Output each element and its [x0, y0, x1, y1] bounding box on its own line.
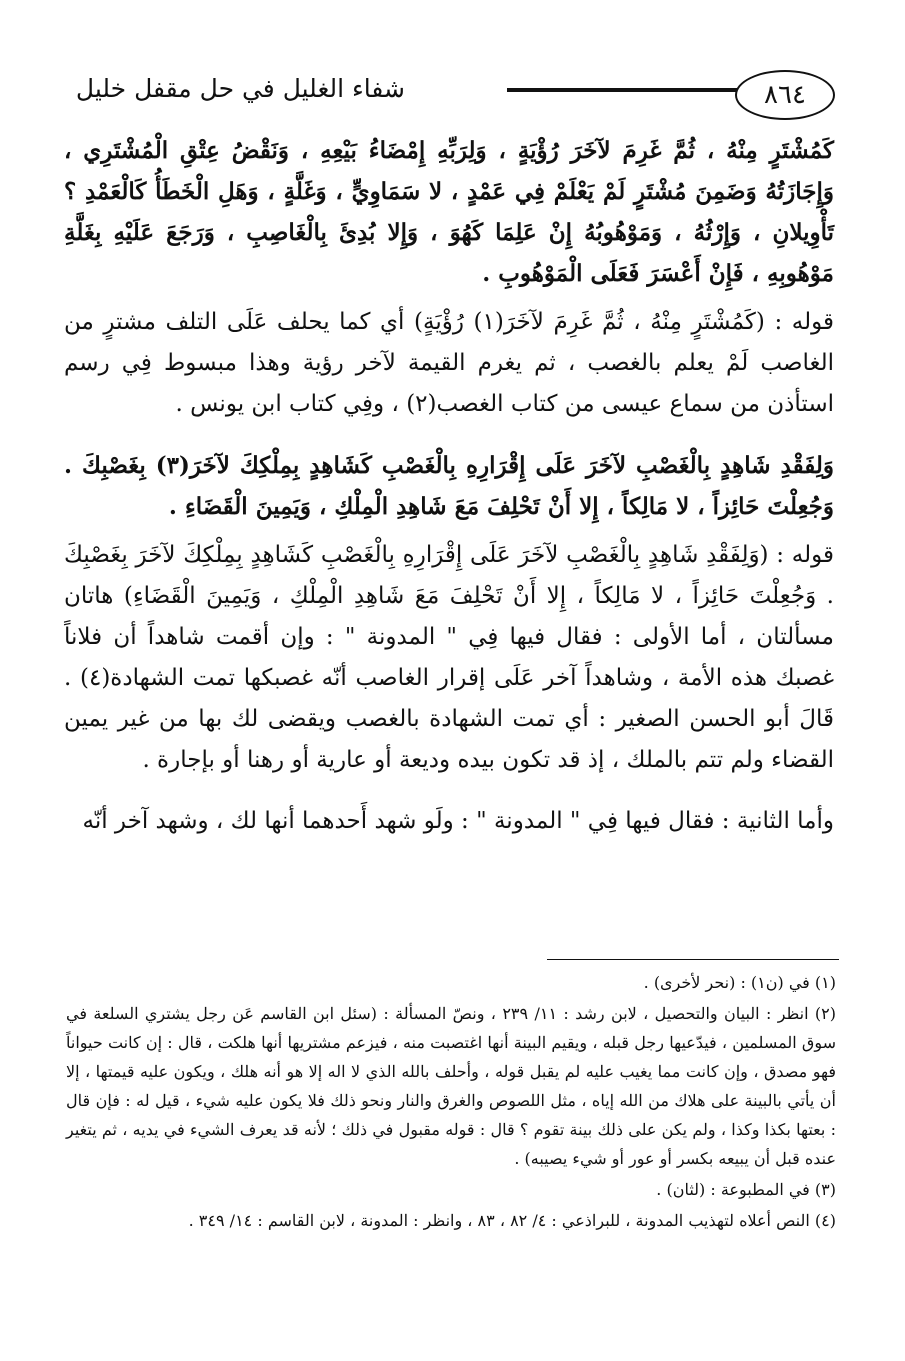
footnote-2: (٢) انظر : البيان والتحصيل ، لابن رشد : ١١/ ٢٣٩ ، ونصّ المسألة : (سئل ابن القاسم عَن رجل يشتري السلعة في سوق المسلمين ، فيدّعيها رجل قبله ، ويقيم البينة أنها اغتصبت منه ، فيزعم مشتريها أنها هلكت ، قال : إن كانت حيواناً فهو مصدق ، وإن كانت مما يغيب عليه لم يقبل قوله ، وأحلف بالله الذي لا اله إلا هو أنه هلك ، ويكون عليه قيمتها ، إلا أن يأتي بالبينة على هلاك من الله إياه ، مثل اللصوص والغرق والنار ونحو ذلك فلا يكون عليه شيء ، قيل له : فإن قال : بعتها بكذا وكذا ، ولم يكن على ذلك بينة تقوم ؟ قال : قوله مقبول في ذلك ؛ لأنه قد يعرف الشيء في يديه ، ثم يتغير عنده قبل أن يبيعه بكسر أو عور أو شيء يصيبه) .: [66, 1004, 837, 1168]
footnote-4: (٤) النص أعلاه لتهذيب المدونة ، للبراذعي : ٤/ ٨٢ ، ٨٣ ، وانظر : المدونة ، لابن القاسم : ١٤/ ٣٤٩ .: [188, 1211, 836, 1230]
page-number: ٨٦٤: [735, 70, 835, 120]
footnote-1: (١) في (ن١) : (نحر لأخرى) .: [643, 973, 836, 992]
running-title: شفاء الغليل في حل مقفل خليل: [75, 74, 405, 103]
footnote-separator: [547, 959, 839, 960]
sharh-paragraph-1: قوله : (كَمُشْتَرٍ مِنْهُ ، ثُمَّ غَرِمَ لآخَرَ(١) رُؤْيَةٍ) أي كما يحلف عَلَى التلف مشترٍ من الغاصب لَمْ يعلم بالغصب ، ثم يغرم القيمة لآخر رؤية وهذا مبسوط فِي رسم استأذن من سماع عيسى من كتاب الغصب(٢) ، وفِي كتاب ابن يونس .: [64, 309, 834, 417]
matn-paragraph-2: وَلِفَقْدِ شَاهِدٍ بِالْغَصْبِ لآخَرَ عَلَى إِقْرَارِهِ بِالْغَصْبِ كَشَاهِدٍ بِمِلْكِكَ لآخَرَ(٣) بِغَصْبِكَ . وَجُعِلْتَ حَائِزاً ، لا مَالِكاً ، إِلا أَنْ تَحْلِفَ مَعَ شَاهِدِ الْمِلْكِ ، وَيَمِينَ الْقَضَاءِ .: [64, 452, 834, 520]
sharh-paragraph-3: وأما الثانية : فقال فيها فِي " المدونة " : ولَو شهد أَحدهما أنها لك ، وشهد آخر أنّه: [82, 808, 834, 834]
page-header: [60, 68, 835, 126]
sharh-paragraph-2: قوله : (وَلِفَقْدِ شَاهِدٍ بِالْغَصْبِ لآخَرَ عَلَى إِقْرَارِهِ بِالْغَصْبِ كَشَاهِدٍ بِمِلْكِكَ لآخَرَ بِغَصْبِكَ . وَجُعِلْتَ حَائِزاً ، لا مَالِكاً ، إِلا أَنْ تَحْلِفَ مَعَ شَاهِدِ الْمِلْكِ ، وَيَمِينَ الْقَضَاءِ) هاتان مسألتان ، أما الأولى : فقال فيها فِي " المدونة " : وإن أقمت شاهداً أن فلاناً غصبك هذه الأمة ، وشاهداً آخر عَلَى إقرار الغاصب أنّه غصبكها تمت الشهادة(٤) . قَالَ أبو الحسن الصغير : أي تمت الشهادة بالغصب ويقضى لك بها من غير يمين القضاء ولم تتم بالملك ، إذ قد تكون بيده وديعة أو عارية أو رهنا أو بإجارة .: [64, 542, 834, 773]
header-rule: [507, 88, 737, 92]
footnote-3: (٣) في المطبوعة : (لثان) .: [656, 1180, 836, 1199]
main-text: [64, 130, 834, 850]
footnotes: [66, 968, 836, 1237]
matn-paragraph-1: كَمُشْتَرٍ مِنْهُ ، ثُمَّ غَرِمَ لآخَرَ رُؤْيَةٍ ، وَلِرَبِّهِ إِمْضَاءُ بَيْعِهِ ، وَنَقْضُ عِتْقِ الْمُشْتَرِي ، وَإِجَازَتُهُ وَضَمِنَ مُشْتَرٍ لَمْ يَعْلَمْ فِي عَمْدٍ ، لا سَمَاوِيٍّ ، وَغَلَّةٍ ، وَهَلِ الْخَطَأُ كَالْعَمْدِ ؟ تَأْوِيلانِ ، وَإِرْثُهُ ، وَمَوْهُوبُهُ إِنْ عَلِمَا كَهُوَ ، وَإِلا بُدِئَ بِالْغَاصِبِ ، وَرَجَعَ عَلَيْهِ بِغَلَّةِ مَوْهُوبِهِ ، فَإِنْ أَعْسَرَ فَعَلَى الْمَوْهُوبِ .: [64, 137, 834, 287]
